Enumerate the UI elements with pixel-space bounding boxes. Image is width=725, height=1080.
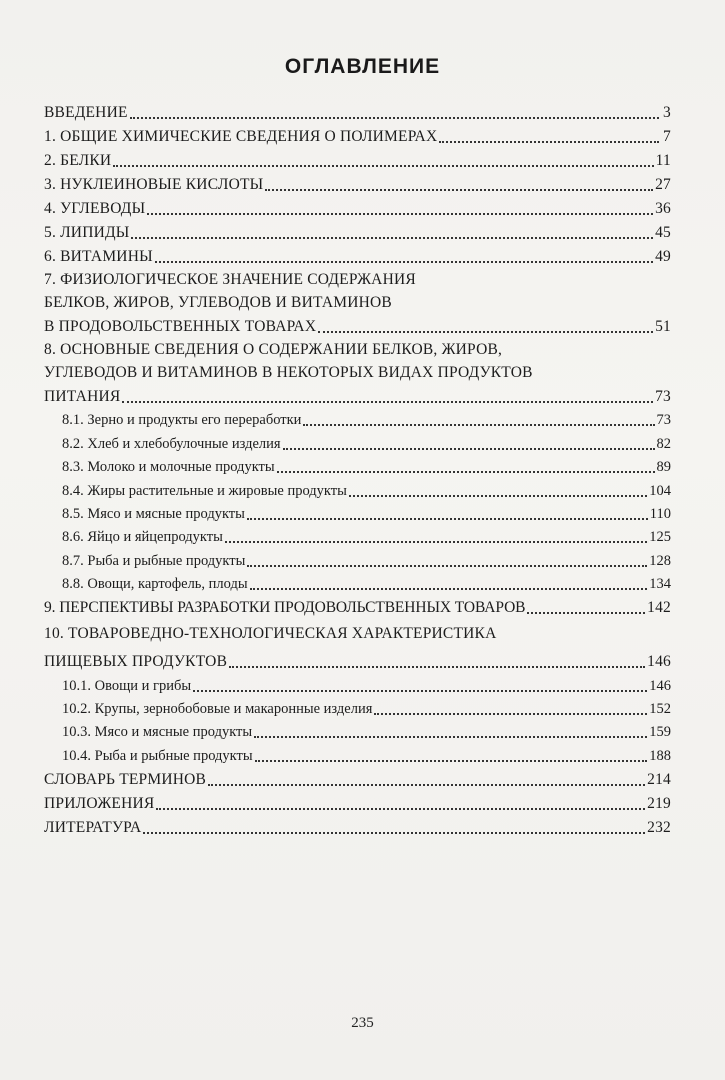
leader-dots: [318, 330, 653, 333]
leader-dots: [147, 212, 653, 215]
toc-subentry: [44, 741, 671, 764]
toc-entry-label: 6. ВИТАМИНЫ: [44, 248, 153, 265]
toc-subentry: [44, 546, 671, 569]
toc-entry: [44, 242, 671, 266]
toc-subentry-page: 159: [649, 724, 671, 741]
toc-entry-line: 7. ФИЗИОЛОГИЧЕСКОЕ ЗНАЧЕНИЕ СОДЕРЖАНИЯ: [44, 271, 416, 288]
toc-entry: [44, 312, 671, 336]
toc-entry: [44, 122, 671, 146]
toc-subentry-page: 152: [649, 700, 671, 717]
toc-entry-page: 11: [655, 152, 671, 169]
toc-subentry-page: 188: [649, 747, 671, 764]
toc-subentry-label: 8.8. Овощи, картофель, плоды: [62, 576, 248, 593]
leader-dots: [247, 517, 648, 520]
toc-entry-label: 4. УГЛЕВОДЫ: [44, 200, 146, 217]
leader-dots: [156, 807, 645, 810]
toc-subentry-label: 8.5. Мясо и мясные продукты: [62, 505, 245, 522]
toc-subentry-label: 8.6. Яйцо и яйцепродукты: [62, 529, 223, 546]
toc-subentry-page: 110: [649, 505, 671, 522]
toc-entry-page: 146: [647, 653, 671, 671]
toc-entry-page: 45: [655, 224, 671, 241]
leader-dots: [122, 400, 653, 403]
toc-entry-label: 1. ОБЩИЕ ХИМИЧЕСКИЕ СВЕДЕНИЯ О ПОЛИМЕРАХ: [44, 128, 438, 145]
toc-subentry-label: 8.2. Хлеб и хлебобулочные изделия: [62, 435, 281, 452]
toc-subentry: [44, 500, 671, 523]
toc-subentry: [44, 406, 671, 429]
toc-entry: [44, 593, 671, 617]
toc-entry-label: 3. НУКЛЕИНОВЫЕ КИСЛОТЫ: [44, 176, 264, 193]
toc-subentry-label: 8.7. Рыба и рыбные продукты: [62, 552, 246, 569]
toc-entry-page: 232: [647, 818, 671, 836]
leader-dots: [283, 447, 655, 450]
leader-dots: [277, 470, 655, 473]
toc-subentry-label: 10.1. Овощи и грибы: [62, 677, 192, 694]
toc-subentry-label: 10.4. Рыба и рыбные продукты: [62, 747, 253, 764]
toc-entry: [44, 382, 671, 406]
toc-entry-label: ЛИТЕРАТУРА: [44, 818, 142, 836]
leader-dots: [349, 494, 647, 497]
toc-subentry: [44, 523, 671, 546]
toc-entry-line: 8. ОСНОВНЫЕ СВЕДЕНИЯ О СОДЕРЖАНИИ БЕЛКОВ, ЖИРОВ,: [44, 341, 503, 358]
toc-entry-page: 73: [655, 388, 671, 405]
toc-subentry-page: 104: [649, 482, 671, 499]
toc-entry-page: 142: [647, 599, 671, 617]
toc-subentry-page: 89: [656, 459, 671, 476]
toc-entry-label: 5. ЛИПИДЫ: [44, 224, 130, 241]
leader-dots: [143, 831, 645, 834]
leader-dots: [193, 689, 647, 692]
toc-entry-page: 36: [655, 200, 671, 217]
toc-entry-page: 7: [663, 128, 671, 145]
toc-subentry: [44, 570, 671, 593]
leader-dots: [225, 540, 647, 543]
leader-dots: [229, 665, 645, 668]
toc-entry-page: 3: [663, 104, 671, 121]
toc-entry: [44, 146, 671, 170]
leader-dots: [265, 188, 653, 191]
leader-dots: [131, 236, 653, 239]
toc-subentry-page: 134: [649, 576, 671, 593]
toc-subentry-label: 10.3. Мясо и мясные продукты: [62, 724, 253, 741]
toc-subentry-page: 82: [656, 435, 671, 452]
toc-entry-label: ПРИЛОЖЕНИЯ: [44, 794, 155, 812]
page-title: ОГЛАВЛЕНИЕ: [284, 55, 441, 78]
toc-entry-label: ПИЩЕВЫХ ПРОДУКТОВ: [44, 653, 228, 671]
toc-subentry-page: 73: [656, 412, 671, 429]
toc-subentry-label: 8.3. Молоко и молочные продукты: [62, 459, 275, 476]
leader-dots: [250, 587, 648, 590]
toc-entry: [44, 194, 671, 218]
toc-subentry-page: 128: [649, 552, 671, 569]
toc-entry-page: 51: [655, 318, 671, 335]
leader-dots: [247, 564, 647, 567]
toc-subentry: [44, 671, 671, 694]
toc-entry: [44, 789, 671, 813]
toc-entry-line: 10. ТОВАРОВЕДНО-ТЕХНОЛОГИЧЕСКАЯ ХАРАКТЕРИСТИКА: [44, 625, 497, 643]
leader-dots: [113, 164, 653, 167]
leader-dots: [374, 712, 647, 715]
toc-entry-label: В ПРОДОВОЛЬСТВЕННЫХ ТОВАРАХ: [44, 318, 317, 335]
toc-entry-label: 2. БЕЛКИ: [44, 152, 112, 169]
toc-subentry: [44, 695, 671, 718]
toc-entry: [44, 765, 671, 789]
toc-subentry-label: 8.4. Жиры растительные и жировые продукты: [62, 482, 347, 499]
toc-subentry: [44, 429, 671, 452]
toc-entry-line: БЕЛКОВ, ЖИРОВ, УГЛЕВОДОВ И ВИТАМИНОВ: [44, 294, 392, 311]
leader-dots: [155, 260, 653, 263]
toc-entry-page: 214: [647, 770, 671, 788]
toc-subentry: [44, 718, 671, 741]
toc-subentry: [44, 476, 671, 499]
toc-entry: [44, 643, 671, 671]
toc-subentry-label: 8.1. Зерно и продукты его переработки: [62, 412, 302, 429]
leader-dots: [208, 783, 645, 786]
leader-dots: [439, 140, 659, 143]
toc-entry: [44, 218, 671, 242]
leader-dots: [527, 611, 645, 614]
toc-subentry-label: 10.2. Крупы, зернобобовые и макаронные изделия: [62, 700, 373, 717]
toc-entry-label: СЛОВАРЬ ТЕРМИНОВ: [44, 770, 207, 788]
toc-entry: [44, 813, 671, 837]
toc-entry-label: ПИТАНИЯ: [44, 388, 121, 405]
toc-subentry: [44, 453, 671, 476]
toc-entry-page: 27: [655, 176, 671, 193]
toc-entry: [44, 98, 671, 122]
toc-entry-label: ВВЕДЕНИЕ: [44, 104, 128, 121]
toc-entry-page: 49: [655, 248, 671, 265]
leader-dots: [255, 759, 648, 762]
toc-subentry-page: 125: [649, 529, 671, 546]
leader-dots: [130, 116, 659, 119]
toc-entry: [44, 170, 671, 194]
leader-dots: [254, 735, 647, 738]
toc-subentry-page: 146: [649, 677, 671, 694]
leader-dots: [303, 423, 654, 426]
toc-entry-label: 9. ПЕРСПЕКТИВЫ РАЗРАБОТКИ ПРОДОВОЛЬСТВЕННЫХ ТОВАРОВ: [44, 599, 526, 617]
page-number: 235: [351, 1015, 374, 1031]
toc-entry-line: УГЛЕВОДОВ И ВИТАМИНОВ В НЕКОТОРЫХ ВИДАХ ПРОДУКТОВ: [44, 364, 533, 381]
toc-entry-page: 219: [647, 794, 671, 812]
table-of-contents: [44, 98, 671, 837]
